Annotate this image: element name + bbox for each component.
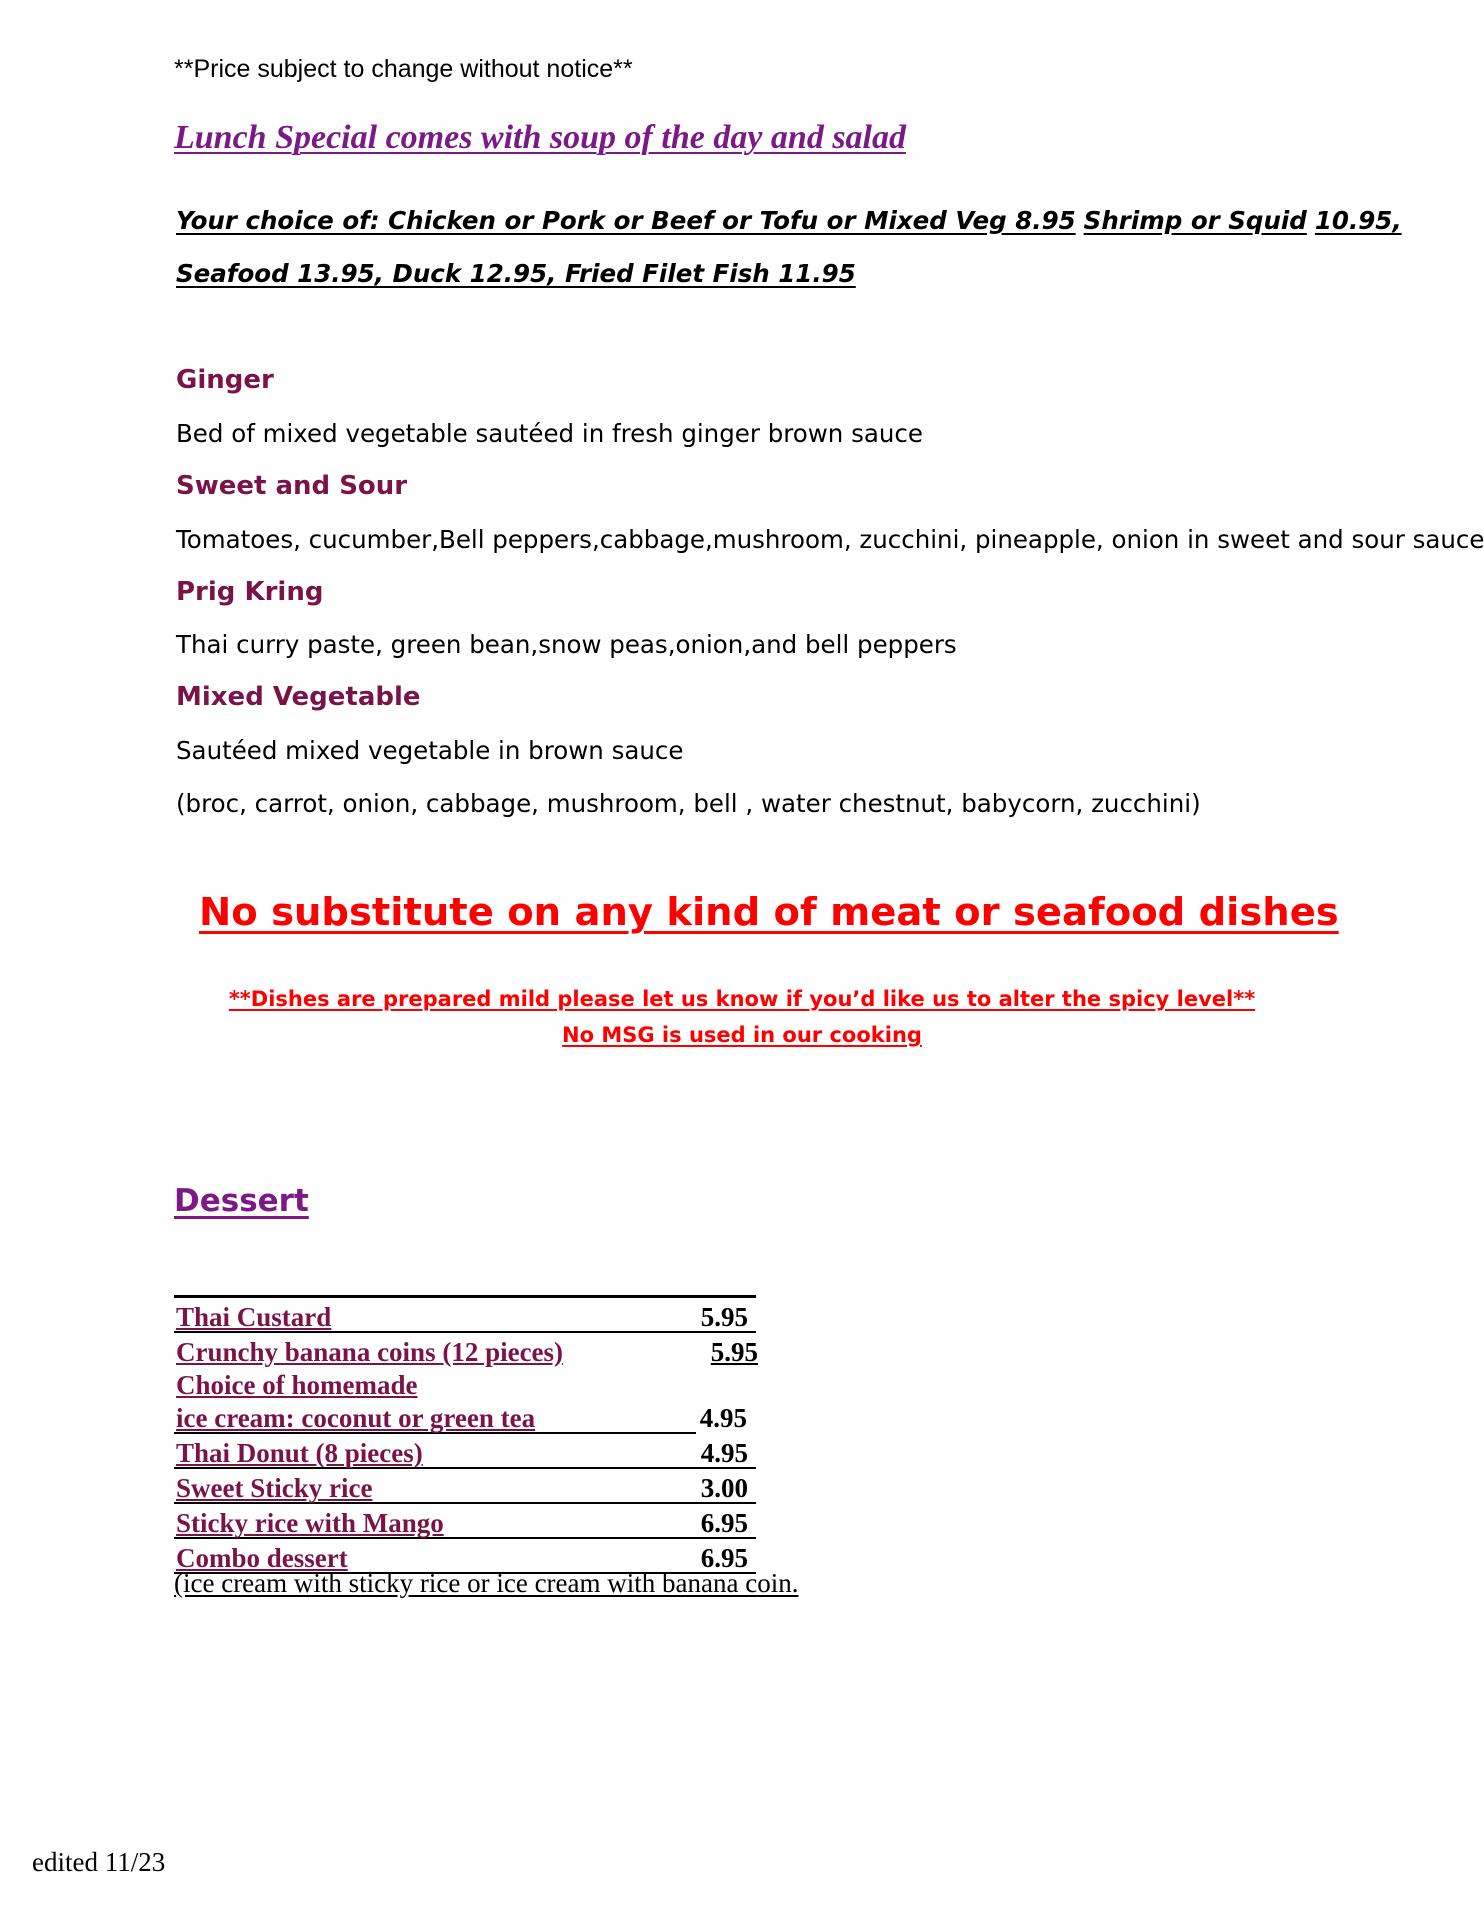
dessert-item-price: 4.95 (699, 1403, 747, 1433)
no-substitute-notice: No substitute on any kind of meat or seafood dishes (199, 890, 1339, 935)
dessert-item-name: ice cream: coconut or green tea (176, 1403, 536, 1433)
dessert-item-name: Thai Custard (176, 1302, 332, 1332)
price-note: **Price subject to change without notice** (174, 55, 633, 83)
lunch-special-heading: Lunch Special comes with soup of the day and salad (174, 119, 906, 156)
dessert-row (174, 1333, 756, 1366)
dish-desc-mixed-vegetable: Sautéed mixed vegetable in brown sauce (176, 736, 684, 765)
choice-line-1 (176, 206, 1402, 235)
dessert-row (174, 1504, 756, 1539)
dish-desc-prig-kring: Thai curry paste, green bean,snow peas,onion,and bell peppers (176, 630, 957, 659)
dish-name-ginger: Ginger (176, 365, 274, 395)
edited-date: edited 11/23 (32, 1847, 166, 1877)
dish-desc-ginger: Bed of mixed vegetable sautéed in fresh ginger brown sauce (176, 419, 923, 448)
dessert-row (174, 1399, 747, 1434)
dessert-row (174, 1298, 756, 1333)
dessert-row (174, 1469, 756, 1504)
dessert-item-price: 5.95 (710, 1337, 758, 1367)
dessert-item-name: Combo dessert (176, 1543, 348, 1573)
dessert-item-name: Choice of homemade (176, 1370, 418, 1400)
dessert-item-price: 4.95 (700, 1438, 748, 1468)
choice-standard-proteins: Your choice of: Chicken or Pork or Beef or Tofu or Mixed Veg 8.95 (176, 206, 1076, 235)
no-msg-notice: No MSG is used in our cooking (562, 1023, 922, 1047)
choice-line-2: Seafood 13.95, Duck 12.95, Fried Filet Fish 11.95 (176, 259, 856, 288)
dessert-row (174, 1434, 756, 1469)
combo-dessert-note: (ice cream with sticky rice or ice cream with banana coin. (174, 1568, 799, 1598)
dish-desc-sweet-and-sour: Tomatoes, cucumber,Bell peppers,cabbage,mushroom, zucchini, pineapple, onion in sweet and sour sauce (176, 525, 1484, 554)
dish-name-sweet-and-sour: Sweet and Sour (176, 471, 408, 501)
dish-name-mixed-vegetable: Mixed Vegetable (176, 682, 421, 712)
spicy-level-notice: **Dishes are prepared mild please let us know if you’d like us to alter the spicy level** (228, 987, 1256, 1011)
dessert-list (174, 1295, 756, 1574)
dish-name-prig-kring: Prig Kring (176, 577, 324, 607)
dessert-item-name: Sticky rice with Mango (176, 1508, 444, 1538)
choice-shrimp-squid: Shrimp or Squid (1083, 206, 1307, 235)
dessert-row (174, 1366, 756, 1399)
dessert-heading: Dessert (174, 1183, 309, 1219)
dessert-item-name: Crunchy banana coins (12 pieces) (176, 1337, 564, 1367)
dessert-item-name: Sweet Sticky rice (176, 1473, 373, 1503)
choice-shrimp-squid-price: 10.95, (1314, 206, 1402, 235)
dessert-item-price: 5.95 (700, 1302, 748, 1332)
dessert-item-price: 6.95 (700, 1543, 748, 1573)
dessert-item-price: 6.95 (700, 1508, 748, 1538)
dessert-item-price: 3.00 (700, 1473, 748, 1503)
dish-desc-mixed-vegetable-ingredients: (broc, carrot, onion, cabbage, mushroom, bell , water chestnut, babycorn, zucchini) (176, 789, 1201, 818)
dessert-item-name: Thai Donut (8 pieces) (176, 1438, 423, 1468)
